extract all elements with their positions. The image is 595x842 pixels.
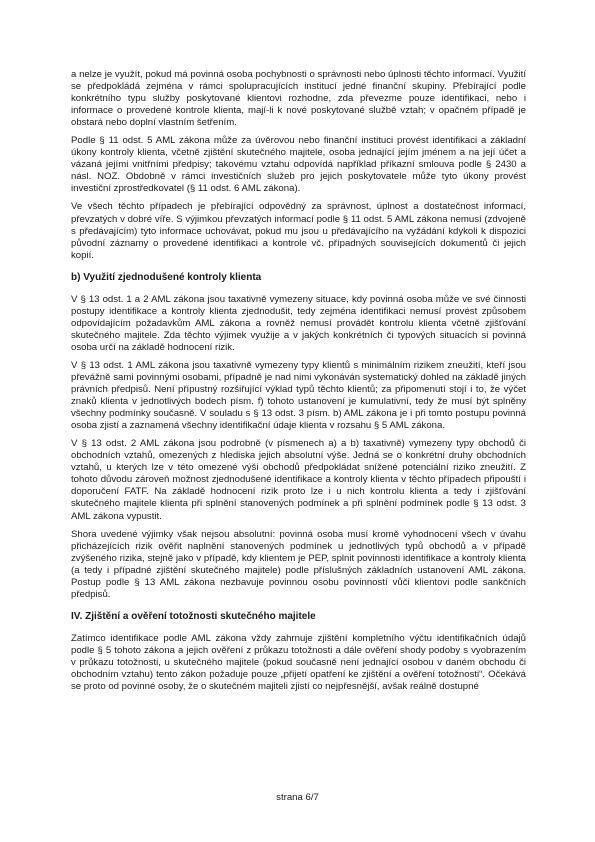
paragraph: V § 13 odst. 1 AML zákona jsou taxativně vymezeny typy klientů s minimálním rizikem zneužití, kteří jsou převážně sami povinnými osobami, případně je nad nimi vykonáván systematický dohled na základě jiných právních předpisů. Není přípustný rozšiřující výklad typů těchto klientů; za připomenutí stojí i to, že výčet znaků klienta v jednotlivých bodech písm. f) tohoto ustanovení je kumulativní, tedy že musí být splněny všechny podmínky současně. V souladu s § 13 odst. 3 písm. b) AML zákona je i při tomto postupu povinná osoba zjistí a zaznamená všechny identifikační údaje klienta v rozsahu § 5 AML zákona. xyxy=(71,359,526,432)
section-heading-b: b) Využití zjednodušené kontroly klienta xyxy=(71,271,262,283)
paragraph: V § 13 odst. 2 AML zákona jsou podrobně (v písmenech a) a b) taxativně) vymezeny typy obchodů či obchodních vztahů, omezených z hlediska jejich absolutní výše. Jedná se o konkrétní druhy obchodních vztahů, u kterých lze v této omezené výši obchodů předpokládat snížené potenciální riziko zneužití. Z tohoto důvodu zároveň možnost zjednodušené identifikace a kontroly klienta v těchto případech připouští i doporučení FATF. Na základě hodnocení rizik proto lze i u nich kontrolu klienta a tedy i zjišťování skutečného majitele klienta při splnění stanovených podmínek a při splnění podmínek podle § 13 odst. 3 AML zákona vypustit. xyxy=(71,438,526,522)
page-number: strana 6/7 xyxy=(276,792,319,803)
document-page xyxy=(71,69,526,699)
paragraph: Ve všech těchto případech je přebírající odpovědný za správnost, úplnost a dostatečnost informací, převzatých v dobré víře. S výjimkou převzatých informací podle § 11 odst. 5 AML zákona nemusí (zdvojeně s předávajícím) tyto informace uchovávat, pokud mu jsou u předávajícího na vyžádání kdykoli k dispozici původní záznamy o provedené identifikaci a kontrole vč. případných souvisejících dokumentů či jejich kopií. xyxy=(71,201,526,261)
paragraph: Zatímco identifikace podle AML zákona vždy zahrnuje zjištění kompletního výčtu identifikačních údajů podle § 5 tohoto zákona a jejich ověření z průkazu totožnosti a dále ověření shody podoby s vyobrazením v průkazu totožnosti, u skutečného majitele (pokud současně není jednající osobou v daném obchodu či obchodním vztahu) tento zákon požaduje pouze „přijetí opatření ke zjištění a ověření totožnosti“. Očekává se proto od povinné osoby, že o skutečném majiteli zjistí co nejpřesnější, avšak reálně dostupné xyxy=(71,632,526,693)
paragraph: a nelze je využít, pokud má povinná osoba pochybnosti o správnosti nebo úplnosti těchto informací. Využití se předpokládá zejména v rámci spolupracujících institucí jedné finanční skupiny. Přebírající podle konkrétního typu služby poskytované klientovi rozhodne, zda převezme pouze identifikaci, nebo i informace o provedené kontrole klienta, mají-li k nové poskytované službě vztah; v opačném případě je obstará nebo doplní vlastním šetřením. xyxy=(71,69,526,129)
section-heading-iv: IV. Zjištění a ověření totožnosti skutečného majitele xyxy=(71,610,316,622)
paragraph: Shora uvedené výjimky však nejsou absolutní: povinná osoba musí kromě vyhodnocení všech v úvahu přicházejících rizik ověřit naplnění stanovených podmínek u jednotlivých typů obchodů a v případě zvýšeného rizika, stejně jako v případě, kdy klientem je PEP, splnit povinnosti identifikace a kontroly klienta (a tedy i případné zjištění skutečného majitele) podle příslušných základních ustanovení AML zákona. Postup podle § 13 AML zákona nezbavuje povinnou osobu povinností vůči klientovi podle sankčních předpisů. xyxy=(71,528,526,600)
paragraph: V § 13 odst. 1 a 2 AML zákona jsou taxativně vymezeny situace, kdy povinná osoba může ve své činnosti postupy identifikace a kontroly klienta zjednodušit, tedy zejména identifikaci nemusí provést způsobem odpovídajícím požadavkům AML zákona a rovněž nemusí provádět kontrolu klienta včetně zjišťování skutečného majitele. Zda těchto výjimek využije a v jakých konkrétních či typových situacích si povinná osoba určí na základě hodnocení rizik. xyxy=(71,293,526,353)
paragraph: Podle § 11 odst. 5 AML zákona může za úvěrovou nebo finanční instituci provést identifikaci a základní úkony kontroly klienta, včetně zjištění skutečného majitele, osoba jednající jejím jménem a na její účet a vázaná jejími vnitřními předpisy; takovému vztahu odpovídá například příkazní smlouva podle § 2430 a násl. NOZ. Obdobně v rámci investičních služeb pro jejich poskytovatele může tyto úkony provést investiční zprostředkovatel (§ 11 odst. 6 AML zákona). xyxy=(71,135,526,195)
